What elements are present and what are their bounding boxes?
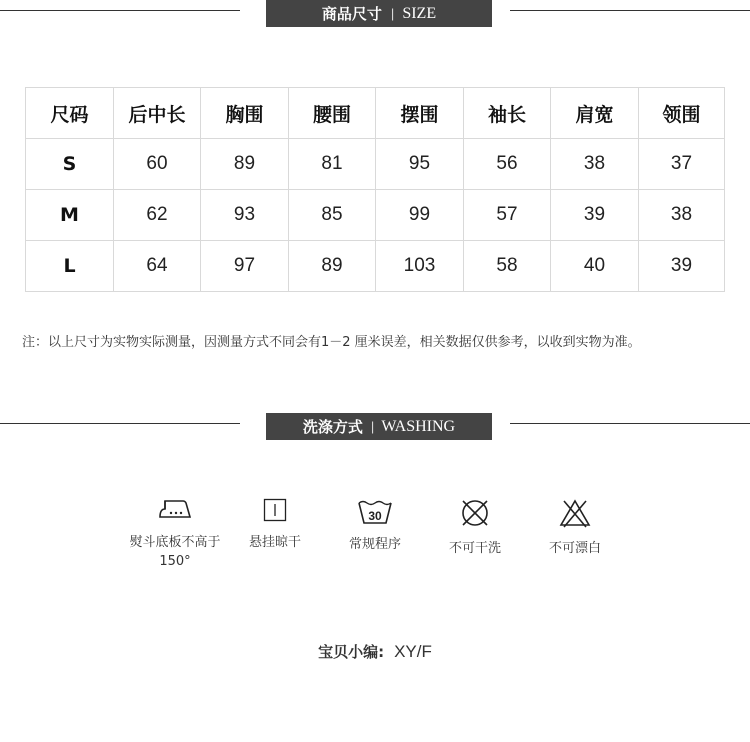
table-cell: 57 [464,190,551,241]
care-label-iron-line2: 150° [159,554,191,569]
washing-title-cn: 洗涤方式 [302,418,363,436]
table-cell: 93 [201,190,289,241]
table-cell: 103 [376,241,464,292]
care-item-wash-30 [325,497,425,554]
table-row [26,139,725,190]
care-item-iron [125,497,225,571]
size-label-cell: M [26,190,114,241]
table-cell: 89 [289,241,376,292]
washing-title-en: WASHING [381,417,456,435]
size-header-left-rule [0,10,240,11]
care-label-hang-dry: 悬挂晾干 [248,535,301,550]
table-cell: 99 [376,190,464,241]
size-label-cell: S [26,139,114,190]
hang-dry-icon [257,497,293,523]
header-cell-chest: 胸围 [201,88,289,139]
table-cell: 56 [464,139,551,190]
editor-credit [0,641,750,662]
care-label-no-bleach: 不可漂白 [548,541,601,556]
header-cell-collar: 领围 [639,88,725,139]
table-cell: 95 [376,139,464,190]
table-cell: 60 [114,139,201,190]
size-label-cell: L [26,241,114,292]
wash-temperature: 30 [368,509,382,523]
table-cell: 40 [551,241,639,292]
header-cell-shoulder: 肩宽 [551,88,639,139]
washing-header-left-rule [0,423,240,424]
washing-section-banner [266,413,492,440]
header-cell-waist: 腰围 [289,88,376,139]
care-label-iron [125,533,225,571]
care-label-iron-line1: 熨斗底板不高于 [129,535,221,550]
table-cell: 37 [639,139,725,190]
table-cell: 89 [201,139,289,190]
table-cell: 97 [201,241,289,292]
header-cell-sleeve: 袖长 [464,88,551,139]
header-cell-size: 尺码 [26,88,114,139]
table-row [26,190,725,241]
iron-icon [157,497,193,523]
table-cell: 62 [114,190,201,241]
wash-30-icon [357,497,393,525]
table-row [26,241,725,292]
size-title-cn: 商品尺寸 [321,5,382,23]
no-bleach-icon [557,497,593,529]
editor-value: XY/F [394,642,432,661]
size-title-divider: | [390,6,395,21]
care-item-no-bleach [525,497,625,558]
table-cell: 38 [639,190,725,241]
table-cell: 85 [289,190,376,241]
table-cell: 64 [114,241,201,292]
measurement-note: 注：以上尺寸为实物实际测量，因测量方式不同会有1－2 厘米误差，相关数据仅供参考，以收到实物为准。 [22,335,641,350]
care-label-no-dry-clean: 不可干洗 [448,541,501,556]
no-dry-clean-icon [457,497,493,529]
table-cell: 58 [464,241,551,292]
table-cell: 38 [551,139,639,190]
care-item-no-dry-clean [425,497,525,558]
table-cell: 39 [639,241,725,292]
washing-header-right-rule [510,423,750,424]
care-label-wash: 常规程序 [348,537,401,552]
size-section-banner [266,0,492,27]
table-cell: 39 [551,190,639,241]
care-item-hang-dry [225,497,325,552]
table-cell: 81 [289,139,376,190]
header-cell-back-length: 后中长 [114,88,201,139]
washing-title-divider: | [370,419,375,434]
header-cell-hem: 摆围 [376,88,464,139]
size-title-en: SIZE [402,4,437,22]
size-header-right-rule [510,10,750,11]
editor-label: 宝贝小编: [318,643,385,661]
size-table-header-row [26,88,725,139]
size-table [25,87,725,292]
